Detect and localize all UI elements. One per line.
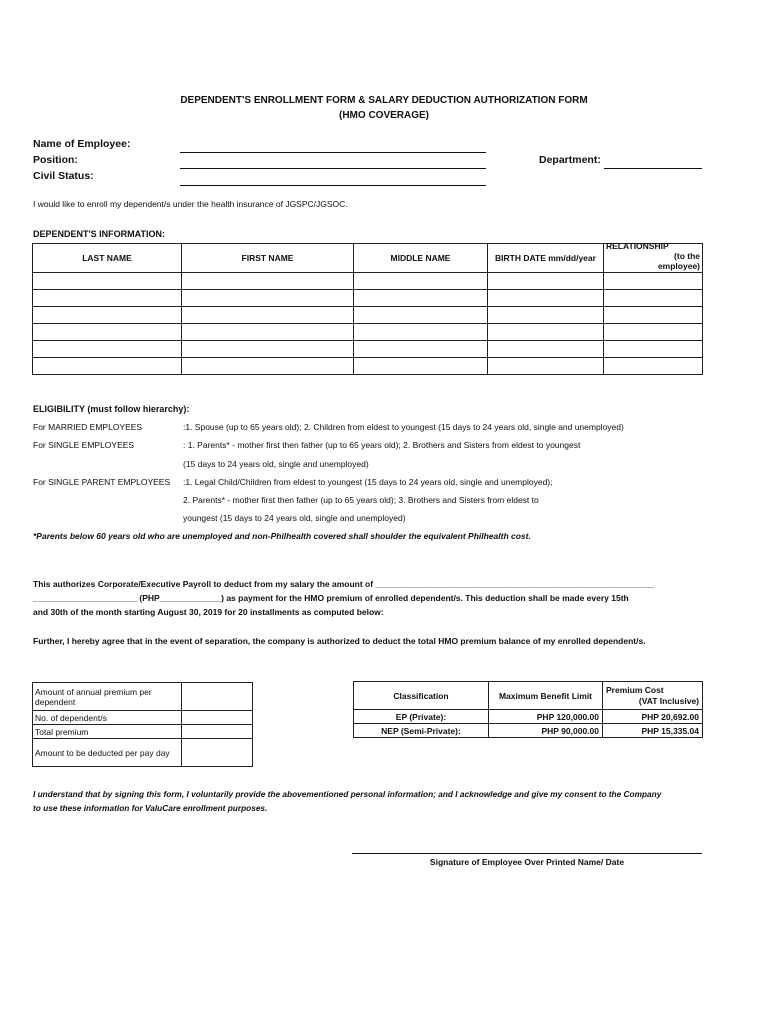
cell-input[interactable] bbox=[354, 358, 488, 375]
premium-cost-table bbox=[353, 681, 703, 738]
department-field[interactable] bbox=[604, 168, 702, 169]
table-row bbox=[33, 711, 253, 725]
col-birth-date: BIRTH DATE mm/dd/year bbox=[488, 244, 604, 273]
table-row bbox=[33, 725, 253, 739]
single-text-2: (15 days to 24 years old, single and unemployed) bbox=[183, 459, 369, 469]
civil-status-label: Civil Status: bbox=[33, 170, 94, 182]
intro-text: I would like to enroll my dependent/s under the health insurance of JGSPC/JGSOC. bbox=[33, 199, 348, 209]
authorization-line-2: ______________________ (PHP_____________) as payment for the HMO premium of enrolled dependent/s. This deduction shall be made every 15th bbox=[33, 593, 629, 603]
cell-input[interactable] bbox=[354, 341, 488, 358]
col-premium-cost-sub: (VAT Inclusive) bbox=[638, 695, 699, 706]
table-row[interactable] bbox=[33, 273, 703, 290]
table-row bbox=[354, 710, 703, 724]
ep-limit: PHP 120,000.00 bbox=[489, 710, 603, 724]
table-row bbox=[354, 724, 703, 738]
cell-input[interactable] bbox=[604, 307, 703, 324]
table-row[interactable] bbox=[33, 290, 703, 307]
dependents-count-label: No. of dependent/s bbox=[33, 711, 182, 725]
dependents-section-label: DEPENDENT'S INFORMATION: bbox=[33, 229, 165, 239]
table-row bbox=[33, 683, 253, 711]
cell-input[interactable] bbox=[33, 290, 182, 307]
ep-classification: EP (Private): bbox=[354, 710, 489, 724]
department-label: Department: bbox=[539, 154, 601, 166]
cell-input[interactable] bbox=[488, 273, 604, 290]
cell-input[interactable] bbox=[354, 307, 488, 324]
single-text-1: : 1. Parents* - mother first then father (up to 65 years old); 2. Brothers and Sisters from eldest to youngest bbox=[183, 440, 581, 450]
deduction-per-payday-value[interactable] bbox=[182, 739, 253, 767]
ep-cost: PHP 20,692.00 bbox=[603, 710, 703, 724]
cell-input[interactable] bbox=[604, 273, 703, 290]
single-parent-text-2: 2. Parents* - mother first then father (up to 65 years old); 3. Brothers and Sisters from eldest to bbox=[183, 495, 539, 505]
nep-classification: NEP (Semi-Private): bbox=[354, 724, 489, 738]
cell-input[interactable] bbox=[488, 324, 604, 341]
cell-input[interactable] bbox=[33, 341, 182, 358]
cell-input[interactable] bbox=[33, 273, 182, 290]
table-row[interactable] bbox=[33, 358, 703, 375]
cell-input[interactable] bbox=[182, 358, 354, 375]
dependents-count-value[interactable] bbox=[182, 711, 253, 725]
cell-input[interactable] bbox=[488, 307, 604, 324]
married-label: For MARRIED EMPLOYEES bbox=[33, 422, 143, 432]
col-first-name: FIRST NAME bbox=[182, 244, 354, 273]
consent-line-2: to use these information for ValuCare enrollment purposes. bbox=[33, 803, 268, 813]
cell-input[interactable] bbox=[604, 324, 703, 341]
cell-input[interactable] bbox=[488, 341, 604, 358]
table-row[interactable] bbox=[33, 341, 703, 358]
col-relationship-l1: RELATIONSHIP bbox=[606, 241, 669, 251]
cell-input[interactable] bbox=[182, 324, 354, 341]
col-classification: Classification bbox=[354, 682, 489, 710]
position-label: Position: bbox=[33, 154, 78, 166]
cost-header-row bbox=[354, 682, 703, 710]
single-label: For SINGLE EMPLOYEES bbox=[33, 440, 135, 450]
cell-input[interactable] bbox=[604, 341, 703, 358]
form-title: DEPENDENT'S ENROLLMENT FORM & SALARY DEDUCTION AUTHORIZATION FORM bbox=[180, 95, 588, 106]
table-row bbox=[33, 739, 253, 767]
employee-name-field[interactable] bbox=[180, 152, 486, 153]
nep-cost: PHP 15,335.04 bbox=[603, 724, 703, 738]
cell-input[interactable] bbox=[182, 290, 354, 307]
cell-input[interactable] bbox=[354, 290, 488, 307]
signature-label: Signature of Employee Over Printed Name/ Date bbox=[429, 857, 625, 867]
dependents-header-row bbox=[33, 244, 703, 273]
total-premium-value[interactable] bbox=[182, 725, 253, 739]
civil-status-field[interactable] bbox=[180, 185, 486, 186]
cell-input[interactable] bbox=[33, 307, 182, 324]
married-text: :1. Spouse (up to 65 years old); 2. Children from eldest to youngest (15 days to 24 years old, single and unemployed) bbox=[183, 422, 624, 432]
cell-input[interactable] bbox=[182, 273, 354, 290]
cell-input[interactable] bbox=[488, 358, 604, 375]
col-max-benefit: Maximum Benefit Limit bbox=[489, 682, 603, 710]
cell-input[interactable] bbox=[33, 358, 182, 375]
philhealth-note: *Parents below 60 years old who are unemployed and non-Philhealth covered shall shoulder the equivalent Philhealth cost. bbox=[33, 531, 531, 541]
col-relationship bbox=[604, 241, 703, 273]
total-premium-label: Total premium bbox=[33, 725, 182, 739]
form-subtitle: (HMO COVERAGE) bbox=[339, 110, 429, 121]
nep-limit: PHP 90,000.00 bbox=[489, 724, 603, 738]
separation-clause: Further, I hereby agree that in the event of separation, the company is authorized to deduct the total HMO premium balance of my enrolled dependent/s. bbox=[33, 636, 646, 646]
eligibility-heading: ELIGIBILITY (must follow hierarchy): bbox=[33, 404, 190, 414]
col-middle-name: MIDDLE NAME bbox=[354, 244, 488, 273]
cell-input[interactable] bbox=[604, 290, 703, 307]
employee-name-label: Name of Employee: bbox=[33, 138, 131, 150]
col-relationship-l3: employee) bbox=[657, 261, 700, 271]
cell-input[interactable] bbox=[354, 324, 488, 341]
col-premium-cost bbox=[603, 682, 703, 710]
table-row[interactable] bbox=[33, 307, 703, 324]
col-relationship-l2: (to the bbox=[674, 251, 700, 261]
consent-line-1: I understand that by signing this form, I voluntarily provide the abovementioned personal information; and I acknowledge and give my consent to the Company bbox=[33, 789, 662, 799]
position-field[interactable] bbox=[180, 168, 486, 169]
cell-input[interactable] bbox=[33, 324, 182, 341]
authorization-line-3: and 30th of the month starting August 30, 2019 for 20 installments as computed below: bbox=[33, 607, 384, 617]
single-parent-text-3: youngest (15 days to 24 years old, single and unemployed) bbox=[183, 513, 406, 523]
premium-computation-table bbox=[32, 682, 253, 767]
single-parent-text-1: :1. Legal Child/Children from eldest to youngest (15 days to 24 years old, single and unemployed); bbox=[183, 477, 553, 487]
cell-input[interactable] bbox=[354, 273, 488, 290]
col-last-name: LAST NAME bbox=[33, 244, 182, 273]
authorization-line-1: This authorizes Corporate/Executive Payroll to deduct from my salary the amount of ___________________________________________________________ bbox=[33, 579, 655, 589]
table-row[interactable] bbox=[33, 324, 703, 341]
premium-row-value[interactable] bbox=[182, 683, 253, 711]
premium-row-label: Amount of annual premium per dependent bbox=[33, 683, 182, 711]
cell-input[interactable] bbox=[488, 290, 604, 307]
deduction-per-payday-label: Amount to be deducted per pay day bbox=[33, 739, 182, 767]
single-parent-label: For SINGLE PARENT EMPLOYEES bbox=[33, 477, 171, 487]
signature-line[interactable] bbox=[352, 853, 702, 854]
dependents-table bbox=[32, 243, 703, 375]
cell-input[interactable] bbox=[182, 341, 354, 358]
cell-input[interactable] bbox=[182, 307, 354, 324]
col-premium-cost-title: Premium Cost bbox=[606, 684, 664, 695]
cell-input[interactable] bbox=[604, 358, 703, 375]
